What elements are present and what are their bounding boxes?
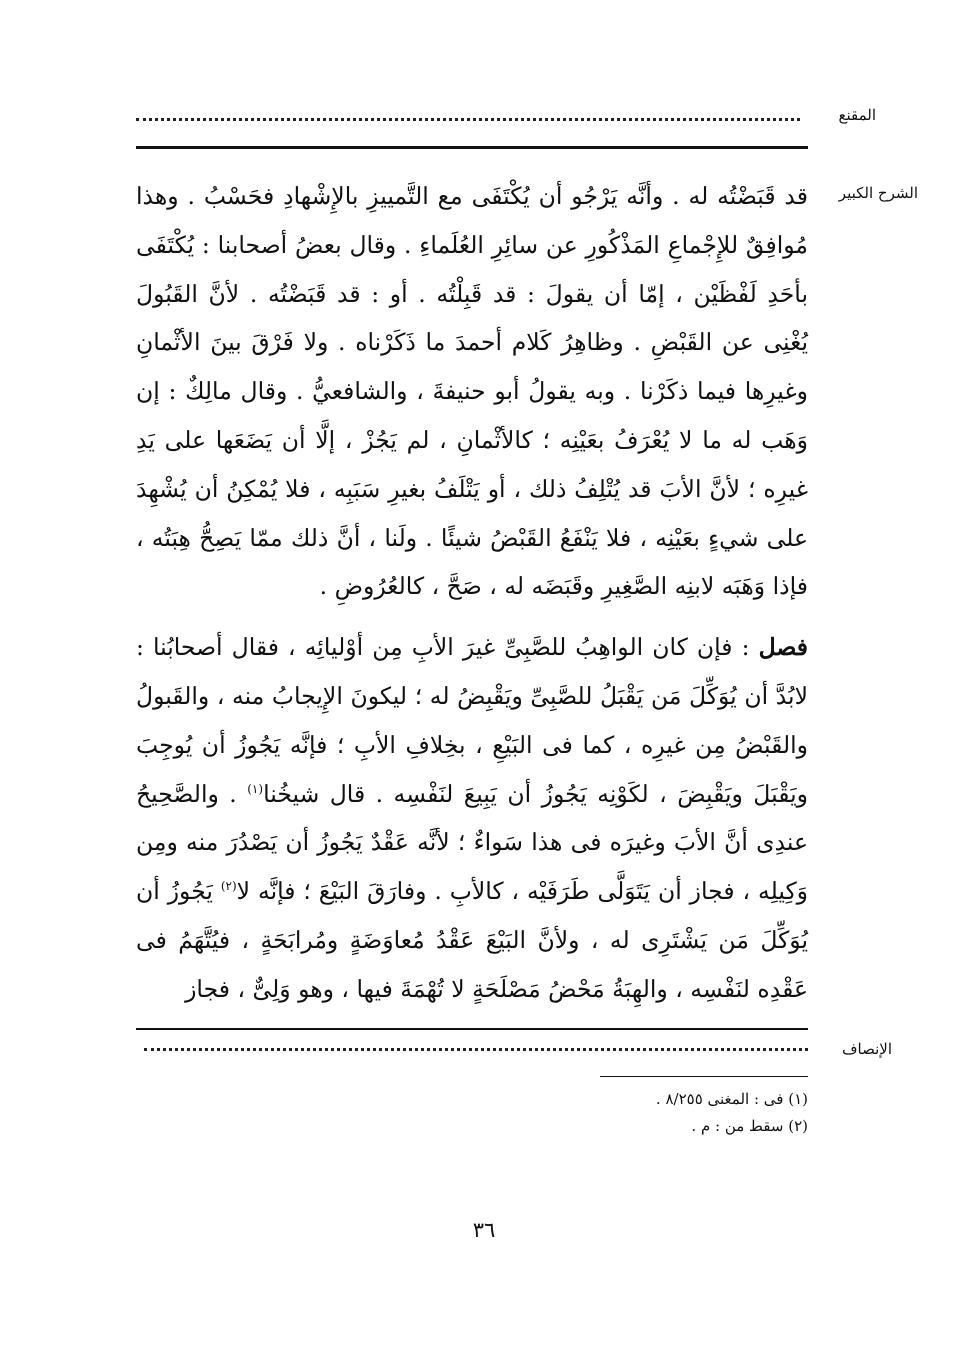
footnotes	[656, 1086, 808, 1140]
paragraph-1: قد قَبَضْتُه له . وأنَّه يَرْجُو أن يُكْتَفَى مع التَّمييزِ بالإِشْهادِ فحَسْبُ . وهذا مُوافِقٌ للإِجْماعِ المَذْكُورِ عن سائِرِ العُلَماءِ . وقال بعضُ أصحابنا : يُكْتَفَى بأحَدِ لَفْظَيْن ، إمّا أن يقولَ : قد قَبِلْتُه . أو : قد قَبَضْتُه . لأنَّ القَبُولَ يُغْنِى عن القَبْضِ . وظاهِرُ كَلام أحمدَ ما ذَكَرْناه . ولا فَرْقَ بينَ الأثْمانِ وغيرِها فيما ذكَرْنا . وبه يقولُ أبو حنيفةَ ، والشافعيُّ . وقال مالِكٌ : إن وَهَب له ما لا يُعْرَفُ بعَيْنِه ؛ كالأثْمانِ ، لم يَجُزْ ، إلَّا أن يَضَعَها على يَدِ غيرِه ؛ لأنَّ الأبَ قد يُتْلِفُ ذلك ، أو يَتْلَفُ بغيرِ سَبَبِه ، فلا يُمْكِنُ أن يُشْهِدَ على شيءٍ بعَيْنِه ، فلا يَنْفَعُ القَبْضُ شيئًا . ولَنا ، أنَّ ذلك ممّا يَصِحُّ هِبَتُه ، فإذا وَهَبَه لابنِه الصَّغِيرِ وقَبَضَه له ، صَحَّ ، كالعُرُوضِ .	[136, 182, 808, 601]
body-bottom-rule	[136, 1028, 808, 1030]
paragraph-fasl	[136, 623, 808, 1013]
book-label-sharh: الشرح الكبير	[838, 184, 918, 202]
footnote-rule	[600, 1076, 808, 1077]
footnote-2: (٢) سقط من : م .	[691, 1117, 808, 1135]
fasl-heading: فصل	[758, 633, 808, 662]
commentary-text	[136, 172, 808, 1014]
book-label-insaf: الإنصاف	[841, 1040, 892, 1058]
footnote-1: (١) فى : المغنى ٨/٢٥٥ .	[655, 1090, 808, 1108]
fasl-text-3: يَجُوزُ أن يُوَكِّلَ مَن يَشْتَرِى له ، ولأنَّ البَيْعَ عَقْدُ مُعاوَضَةٍ ومُرابَحَةٍ ، فيُتَّهَمُ فى عَقْدِه لنَفْسِه ، والهِبَةُ مَحْضُ مَصْلَحَةٍ لا تُهْمَةَ فيها ، وهو وَلِىٌّ ، فجاز	[136, 877, 808, 1003]
muqni-dotted-line	[136, 118, 800, 121]
footnote-ref-1[interactable]: (١)	[247, 781, 264, 796]
fasl-text-1: : فإن كان الواهِبُ للصَّبِىِّ غيرَ الأبِ مِن أوْليائِه ، فقال أصحابُنا : لابُدَّ أن يُوَكِّلَ مَن يَقْبَلُ للصَّبِىِّ ويَقْبِضُ له ؛ ليكونَ الإِيجابُ منه ، والقَبولُ والقَبْضُ مِن غيرِه ، كما فى البَيْعِ ، بخِلافِ الأبِ ؛ فإنَّه يَجُوزُ أن يُوجِبَ ويَقْبَلَ ويَقْبِضَ ، لكَوْنِه يَجُوزُ أن يَبِيعَ لنَفْسِه . قال شيخُنا	[136, 633, 808, 808]
footnote-ref-2[interactable]: (٢)	[220, 879, 237, 894]
insaf-dotted-line	[144, 1048, 808, 1051]
page-number: ٣٦	[472, 1218, 496, 1242]
header-rule	[136, 146, 808, 149]
book-label-muqni: المقنع	[838, 106, 876, 124]
fasl-text-2: . والصَّحِيحُ عندِى أنَّ الأبَ وغيرَه فى هذا سَواءٌ ؛ لأنَّه عَقْدٌ يَجُوزُ أن يَصْدُرَ منه ومِن وَكِيلِه ، فجاز أن يَتَوَلَّى طَرَفَيْه ، كالأبِ . وفارَقَ البَيْعَ ؛ فإنَّه لا	[136, 779, 808, 906]
